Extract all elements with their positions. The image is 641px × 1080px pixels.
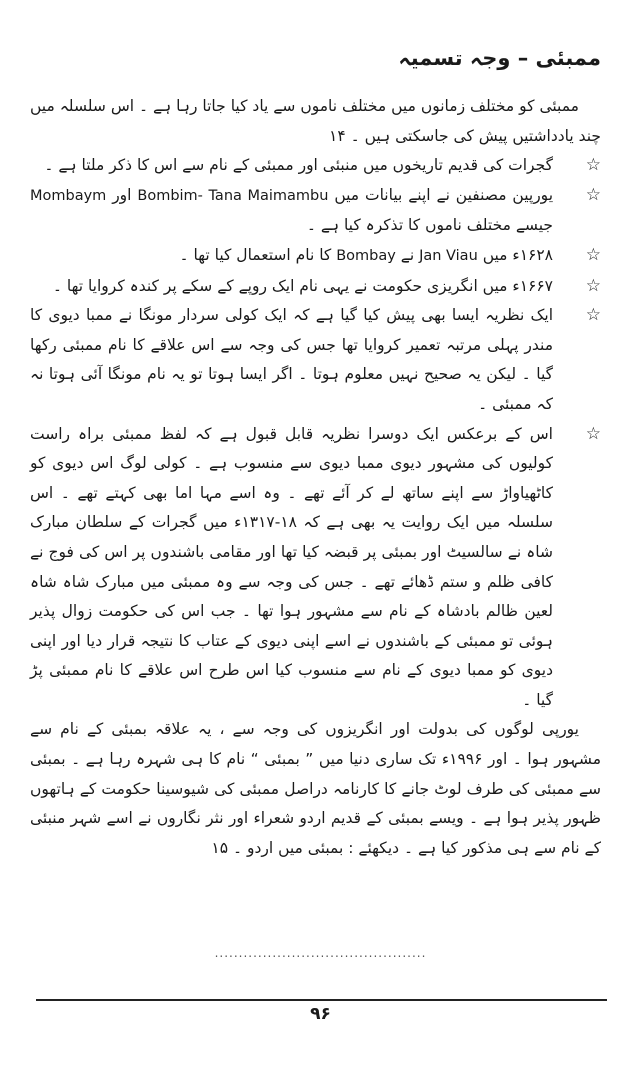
latin-name: Mombaym — [30, 187, 107, 204]
bullet-item — [30, 272, 601, 302]
bullet-text-pre: ۱۶۲۸ء میں — [477, 245, 553, 264]
bullet-item — [30, 241, 601, 272]
page-number: ۹۶ — [310, 1004, 331, 1024]
closing-paragraph: یورپی لوگوں کی بدولت اور انگریزوں کی وجہ سے ، یہ علاقہ بمبئی کے نام سے مشہور ہوا ۔ اور ۱۹۹۶ء تک ساری دنیا میں ” بمبئی “ نام کا ہی شہرہ رہا ہے ۔ بمبئی سے ممبئی کی طرف لوٹ جانے کا کارنامہ دراصل ممبئی کی شیوسینا حکومت کے ہاتھوں ظہور پذیر ہوا ہے ۔ ویسے بمبئی کے قدیم اردو شعراء اور نثر نگاروں نے اسے شہر منبئی کے نام سے ہی مذکور کیا ہے ۔ دیکھئے : بمبئی میں اردو ۔ ۱۵ — [30, 720, 601, 857]
bullet-text: ایک نظریہ ایسا بھی پیش کیا گیا ہے کہ ایک کولی سردار مونگا نے ممبا دیوی کا مندر پہلی مرتبہ تعمیر کروایا تھا جس کی وجہ سے اس علاقے کا نام ممبئی رکھا گیا ۔ لیکن یہ صحیح نہیں معلوم ہوتا ۔ اگر ایسا ہوتا تو یہ نام مونگا آئی ہوتا نہ کہ ممبئی ۔ — [30, 306, 553, 413]
bullet-item — [30, 151, 601, 181]
latin-name: Bombim- Tana Maimambu — [137, 187, 329, 204]
bullet-item — [30, 420, 601, 716]
star-icon: ☆ — [585, 244, 601, 265]
star-icon: ☆ — [585, 155, 601, 176]
bullet-text-post: جیسے مختلف ناموں کا تذکرہ کیا ہے ۔ — [306, 216, 553, 235]
star-icon: ☆ — [585, 423, 601, 444]
article-body — [30, 92, 601, 863]
bullet-text: اس کے برعکس ایک دوسرا نظریہ قابل قبول ہے کہ لفظ ممبئی براہ راست کولیوں کی مشہور دیوی ممبا دیوی سے منسوب ہے ۔ کولی لوگ اس دیوی کو کاٹھیاواڑ سے اپنے ساتھ لے کر آئے تھے ۔ وہ اسے مہا اما بھی کہتے تھے ۔ اس سلسلہ میں ایک روایت یہ بھی ہے کہ ۱۸-۱۳۱۷ء میں گجرات کے سلطان مبارک شاہ نے سالسیٹ اور بمبئی پر قبضہ کیا تھا اور مقامی باشندوں پر اس کی فوج نے کافی ظلم و ستم ڈھائے تھے ۔ جس کی وجہ سے وہ ممبئی میں مبارک شاہ شاہ لعین ظالم بادشاہ کے نام سے مشہور ہوا تھا ۔ جب اس کی حکومت زوال پذیر ہوئی تو ممبئی کے باشندوں نے اسے اپنی دیوی کے عتاب کا نتیجہ قرار دیا اور اپنی دیوی کو ممبا دیوی کے نام سے منسوب کیا اس طرح اس علاقے کا نام ممبئی پڑ گیا ۔ — [30, 424, 553, 709]
star-icon: ☆ — [585, 305, 601, 326]
dotted-separator: ............................................ — [214, 946, 427, 960]
star-icon: ☆ — [585, 275, 601, 296]
footer-rule — [36, 999, 607, 1001]
bullet-text: گجرات کی قدیم تاریخوں میں منبئی اور ممبئی کے نام سے اس کا ذکر ملتا ہے ۔ — [44, 156, 553, 175]
bullet-text: ۱۶۶۷ء میں انگریزی حکومت نے یہی نام ایک روپے کے سکے پر کندہ کروایا تھا ۔ — [52, 276, 553, 295]
bullet-text-post: کا نام استعمال کیا تھا ۔ — [179, 245, 337, 264]
page-title: ممبئی – وجہ تسمیہ — [398, 46, 601, 70]
intro-paragraph: ممبئی کو مختلف زمانوں میں مختلف ناموں سے یاد کیا جاتا رہا ہے ۔ اس سلسلہ میں چند یادداشتیں پیش کی جاسکتی ہیں ۔ ۱۴ — [30, 97, 601, 145]
star-icon: ☆ — [585, 184, 601, 205]
bullet-item — [30, 301, 601, 419]
bullet-text-mid: نے — [395, 245, 420, 264]
bullet-text-mid: اور — [106, 185, 138, 204]
latin-name: Jan Viau — [419, 247, 478, 264]
bullet-text-pre: یورپین مصنفین نے اپنے بیانات میں — [328, 185, 554, 204]
latin-name: Bombay — [336, 247, 396, 264]
bullet-item — [30, 181, 601, 241]
